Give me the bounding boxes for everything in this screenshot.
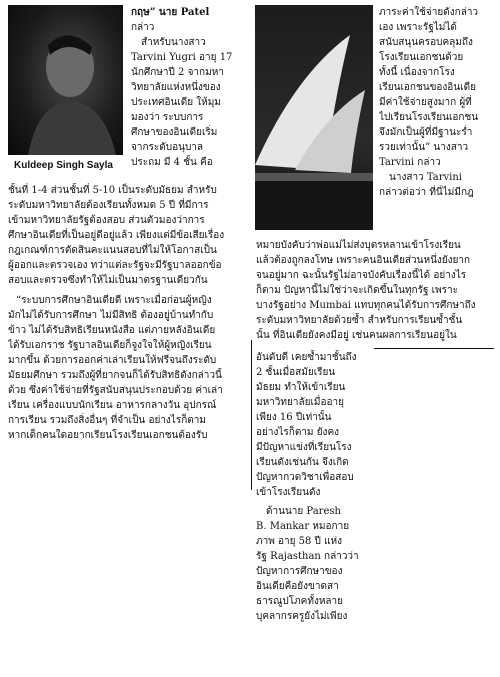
left-column-lower <box>8 183 248 443</box>
text-line: สนับสนุนครอบคลุมถึง <box>379 37 473 48</box>
text-line: ศึกษาของอินเดียเริ่ม <box>131 127 218 138</box>
text-line: มหาวิทยาลัยเมื่ออายุ <box>256 397 344 408</box>
text-line: ด้วย ซึ่งค่าใช้จ่ายที่รัฐสนับสนุนประกอบด้วย ค่าเล่า <box>8 385 223 396</box>
text-line: เรียนดังเช่นกัน จึงเกิด <box>256 457 349 468</box>
text-line: สำหรับนางสาว <box>141 37 206 48</box>
text-line: ก็ตาม ปัญหานี้ไม่ใช่ว่าจะเกิดขึ้นในทุกรัฐ เพราะ <box>256 285 459 296</box>
text-line: B. Mankar หมอกาย <box>256 521 350 532</box>
text-line: ชั้นที่ 1-4 ส่วนชั้นที่ 5-10 เป็นระดับมัธยม สำหรับ <box>8 185 217 196</box>
middle-column-top <box>131 5 248 170</box>
text-line: มองว่า ระบบการ <box>131 112 204 123</box>
text-line: เรียน เครื่องแบบนักเรียน อาหารกลางวัน อุปกรณ์ <box>8 400 217 411</box>
photo-caption: Kuldeep Singh Sayla <box>14 160 113 171</box>
text-line: ผู้ออกและตรวจเอง ทว่าแต่ละรัฐจะมีรัฐบาลออกข้อ <box>8 260 222 271</box>
text-line: ด้านนาย Paresh <box>266 506 341 517</box>
text-line: ภาระค่าใช้จ่ายดังกล่าว <box>379 7 479 18</box>
text-line: ศึกษาอินเดียที่เป็นอยู่ดีอยู่แล้ว เพียงแต่มีข้อเสียเรื่อง <box>8 230 225 241</box>
portrait-figure <box>8 5 123 155</box>
text-line: ภาพ อายุ 58 ปี แห่ง <box>256 536 342 547</box>
text-line: เข้าโรงเรียนดัง <box>256 487 321 498</box>
text-line: เพียง 16 ปีเท่านั้น <box>256 412 332 423</box>
text-line: กล่าวต่อว่า ที่นี่ไม่มีกฎ <box>379 187 474 198</box>
portrait-photo <box>8 5 123 155</box>
text-line: ข้าว ไม่ได้รับสิทธิเรียนหนังสือ แต่ภายหลังอินเดีย <box>8 325 216 336</box>
text-line: กล่าว <box>131 22 155 33</box>
text-line: Tarvini กล่าว <box>379 157 441 168</box>
text-line: โรงเรียนเอกชนด้วย <box>379 52 464 63</box>
text-line: ปัญหากวดวิชาเพื่อสอบ <box>256 472 354 483</box>
opera-house-photo <box>255 5 373 230</box>
text-line: Tarvini Yugri อายุ 17 <box>131 52 233 63</box>
text-line: บุคลากรครูยังไม่เพียง <box>256 611 348 622</box>
text-line: เอง เพราะรัฐไม่ได้ <box>379 22 457 33</box>
text-line: จนอยู่มาก ฉะนั้นรัฐไม่อาจบังคับเรื่องนี้ได้ อย่างไร <box>256 270 467 281</box>
text-line: รัฐ Rajasthan กล่าวว่า <box>256 551 359 562</box>
right-column-top <box>379 5 494 200</box>
text-line: อันดับดี เคยซ้ำมาชั้นถึง <box>256 352 357 363</box>
text-line: จึงมักเป็นผู้ที่มีฐานะร่ำ <box>379 127 473 138</box>
text-line: หากเด็กคนใดอยากเรียนโรงเรียนเอกชนต้องรับ <box>8 430 208 441</box>
right-column-wide <box>256 238 494 343</box>
text-line: บางรัฐอย่าง Mumbai แทบทุกคนได้รับการศึกษาถึง <box>256 300 476 311</box>
text-line: ทั้งนี้ เนื่องจากโรง <box>379 67 455 78</box>
middle-column-lower <box>256 350 368 624</box>
text-line: เข้ามหาวิทยาลัยรัฐต้องสอบ ส่วนตัวมองว่าการ <box>8 215 205 226</box>
text-line: อย่างไรก็ตาม ยังคง <box>256 427 340 438</box>
text-line: นั้น ที่อินเดียยังคงมีอยู่ เช่นคนผลการเรียนอยู่ใน <box>256 330 457 341</box>
text-line: วิทยาลัยแห่งหนึ่งของ <box>131 82 221 93</box>
text-line: สอบและตรวจซึ่งทำให้ไม่เป็นมาตรฐานเดียวกัน <box>8 275 208 286</box>
text-line: หมายบังคับว่าพ่อแม่ไม่ส่งบุตรหลานเข้าโรงเรียน <box>256 240 461 251</box>
text-line: กฎเกณฑ์การตัดสินคะแนนสอบที่ไม่ให้โอกาสเป็น <box>8 245 217 256</box>
text-line: มากขึ้น ด้วยการออกค่าเล่าเรียนให้ฟรีจนถึงระดับ <box>8 355 217 366</box>
text-line: เรียนเอกชนของอินเดีย <box>379 82 476 93</box>
text-line: การเรียน รวมถึงสิ่งอื่นๆ ที่จำเป็น อย่างไรก็ตาม <box>8 415 206 426</box>
text-line: จากระดับอนุบาล <box>131 142 204 153</box>
text-line: มักไม่ได้รับการศึกษา ไม่มีสิทธิ ต้องอยู่บ้านทำกับ <box>8 310 214 321</box>
text-line: กฤษ” นาย Patel <box>131 7 210 18</box>
text-line: ได้รับเอกราช รัฐบาลอินเดียก็จูงใจให้ผู้หญิงเรียน <box>8 340 212 351</box>
text-line: ธารณูปโภคทั้งหลาย <box>256 596 344 607</box>
text-line: ระดับมหาวิทยาลัยต้องเรียนทั้งหมด 5 ปี ที่มีการ <box>8 200 209 211</box>
text-line: มัธยม ทำให้เข้าเรียน <box>256 382 346 393</box>
text-line: มัธยมศึกษา รวมถึงผู้ที่ยากจนก็ได้รับสิทธิดังกล่าวนี้ <box>8 370 222 381</box>
text-line: ประเทศอินเดีย ให้มุม <box>131 97 221 108</box>
column-divider <box>251 340 252 490</box>
text-line: ประถม มี 4 ชั้น คือ <box>131 157 213 168</box>
text-line: แล้วต้องถูกลงโทษ เพราะคนอินเดียส่วนหนึ่งยังยาก <box>256 255 471 266</box>
text-line: “ระบบการศึกษาอินเดียดี เพราะเมื่อก่อนผู้หญิง <box>16 295 212 306</box>
text-line: 2 ชั้นเมื่อสมัยเรียน <box>256 367 336 378</box>
text-line: มีปัญหาแข่งที่เรียนโรง <box>256 442 352 453</box>
text-line: อินเดียคือยังขาดสา <box>256 581 339 592</box>
text-line: ปัญหาการศึกษาของ <box>256 566 343 577</box>
opera-house-shells <box>255 5 373 230</box>
text-line: นักศึกษาปี 2 จากมหา <box>131 67 224 78</box>
text-line: มีค่าใช้จ่ายสูงมาก ผู้ที่ <box>379 97 472 108</box>
text-line: รวยเท่านั้น” นางสาว <box>379 142 469 153</box>
text-line: ไปเรียนโรงเรียนเอกชน <box>379 112 479 123</box>
text-line: ระดับมหาวิทยาลัยด้วยซ้ำ สำหรับการเรียนซ้ำชั้น <box>256 315 463 326</box>
section-rule <box>374 348 494 349</box>
text-line: นางสาว Tarvini <box>389 172 462 183</box>
